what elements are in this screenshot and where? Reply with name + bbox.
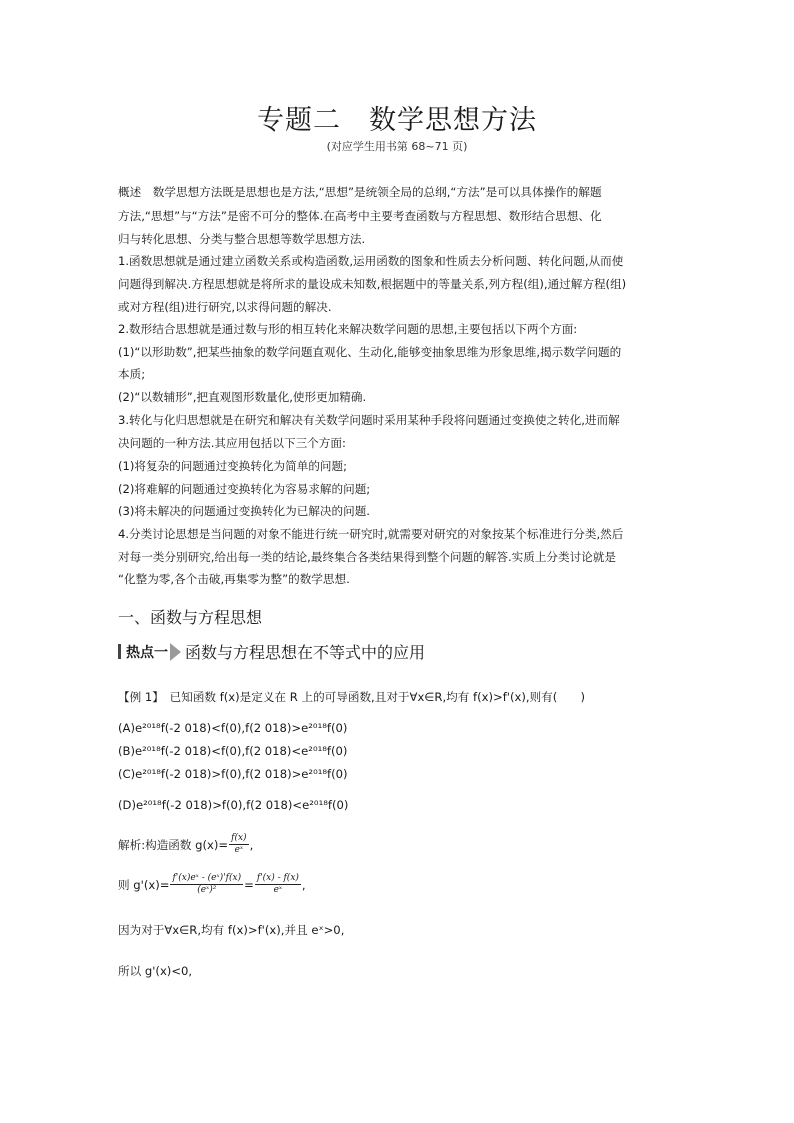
overview-line: 3.转化与化归思想就是在研究和解决有关数学问题时采用某种手段将问题通过变换使之转化,进而解 bbox=[118, 413, 620, 427]
overview-line: 对每一类分别研究,给出每一类的结论,最终集合各类结果得到整个问题的解答.实质上分类讨论就是 bbox=[118, 550, 616, 564]
fraction-numerator: f(x) bbox=[231, 833, 247, 843]
fraction bbox=[170, 873, 243, 896]
fraction-denominator: (eˣ)² bbox=[197, 885, 217, 895]
fraction bbox=[229, 833, 248, 856]
overview-line: 决问题的一种方法.其应用包括以下三个方面: bbox=[118, 436, 346, 450]
solution-text: 则 g'(x)= bbox=[118, 877, 170, 892]
page-title: 专题二 数学思想方法 bbox=[257, 105, 537, 136]
solution-text: 解析:构造函数 g(x)= bbox=[118, 837, 229, 852]
example-question: 【例 1】 已知函数 f(x)是定义在 R 上的可导函数,且对于∀x∈R,均有 f(x)>f'(x),则有( ) bbox=[118, 690, 586, 704]
solution-line-3: 因为对于∀x∈R,均有 f(x)>f'(x),并且 eˣ>0, bbox=[118, 923, 345, 937]
overview-line: 归与转化思想、分类与整合思想等数学思想方法. bbox=[118, 232, 366, 246]
triangle-icon bbox=[170, 643, 181, 661]
solution-line-2 bbox=[118, 873, 306, 896]
fraction bbox=[255, 873, 301, 896]
overview-line: 问题得到解决.方程思想就是将所求的量设成未知数,根据题中的等量关系,列方程(组),通过解方程(组) bbox=[118, 277, 627, 291]
solution-text: , bbox=[301, 877, 306, 892]
overview-line: 概述 数学思想方法既是思想也是方法,“思想”是统领全局的总纲,“方法”是可以具体操作的解题 bbox=[118, 185, 602, 199]
fraction-numerator: f'(x)eˣ - (eˣ)'f(x) bbox=[172, 873, 242, 883]
overview-line: (1)“以形助数”,把某些抽象的数学问题直观化、生动化,能够变抽象思维为形象思维,揭示数学问题的 bbox=[118, 345, 622, 359]
solution-line-4: 所以 g'(x)<0, bbox=[118, 964, 193, 978]
option-c: (C)e²⁰¹⁸f(-2 018)>f(0),f(2 018)>e²⁰¹⁸f(0) bbox=[118, 767, 348, 781]
overview-line: 4.分类讨论思想是当问题的对象不能进行统一研究时,就需要对研究的对象按某个标准进行分类,然后 bbox=[118, 527, 624, 541]
fraction-denominator: eˣ bbox=[234, 845, 244, 855]
solution-line-1 bbox=[118, 833, 253, 856]
overview-line: 或对方程(组)进行研究,以求得问题的解决. bbox=[118, 300, 332, 314]
overview-line: (3)将未解决的问题通过变换转化为已解决的问题. bbox=[118, 504, 370, 518]
fraction-numerator: f'(x) - f(x) bbox=[256, 873, 299, 883]
overview-line: 方法,“思想”与“方法”是密不可分的整体.在高考中主要考查函数与方程思想、数形结合思想、化 bbox=[118, 209, 602, 223]
overview-line: 2.数形结合思想就是通过数与形的相互转化来解决数学问题的思想,主要包括以下两个方面: bbox=[118, 322, 578, 336]
solution-text: , bbox=[249, 837, 254, 852]
overview-line: 1.函数思想就是通过建立函数关系或构造函数,运用函数的图象和性质去分析问题、转化问题,从而使 bbox=[118, 254, 624, 268]
option-b: (B)e²⁰¹⁸f(-2 018)<f(0),f(2 018)<e²⁰¹⁸f(0) bbox=[118, 744, 348, 758]
overview-line: (2)将难解的问题通过变换转化为容易求解的问题; bbox=[118, 482, 371, 496]
hot-point-tag: 热点一 bbox=[126, 644, 168, 661]
hot-point-title: 函数与方程思想在不等式中的应用 bbox=[185, 643, 426, 662]
overview-line: “化整为零,各个击破,再集零为整”的数学思想. bbox=[118, 572, 350, 586]
option-a: (A)e²⁰¹⁸f(-2 018)<f(0),f(2 018)>e²⁰¹⁸f(0) bbox=[118, 721, 348, 735]
fraction-denominator: eˣ bbox=[273, 885, 283, 895]
hot-point-heading bbox=[118, 640, 425, 663]
overview-line: (1)将复杂的问题通过变换转化为简单的问题; bbox=[118, 459, 348, 473]
overview-line: 本质; bbox=[118, 367, 146, 381]
overview-line: (2)“以数辅形”,把直观图形数量化,使形更加精确. bbox=[118, 390, 367, 404]
bar-decoration bbox=[118, 644, 121, 659]
section-heading: 一、函数与方程思想 bbox=[118, 608, 263, 627]
page-subtitle: (对应学生用书第 68~71 页) bbox=[326, 140, 468, 153]
equals-sign: = bbox=[244, 877, 254, 892]
option-d: (D)e²⁰¹⁸f(-2 018)>f(0),f(2 018)<e²⁰¹⁸f(0) bbox=[118, 798, 349, 812]
